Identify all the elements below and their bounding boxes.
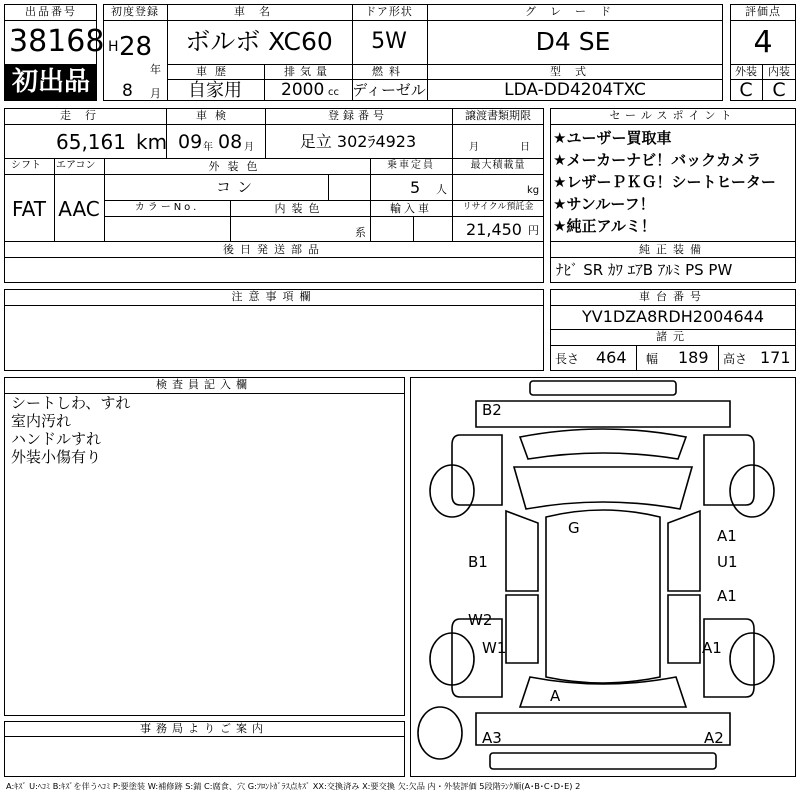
- fuel-value: ディーゼル: [352, 81, 426, 99]
- interior-color-suffix: 系: [355, 226, 366, 239]
- recycle-unit: 円: [528, 224, 539, 237]
- history-value: 自家用: [188, 80, 242, 101]
- history-label: 車歴: [196, 65, 234, 78]
- transfer-day-unit: 日: [520, 142, 530, 153]
- mark-w2: W2: [468, 611, 493, 629]
- sales-point: ★サンルーフ！: [553, 195, 655, 213]
- equipment-value: ﾅﾋﾞ SR ｶﾜ ｴｱB ｱﾙﾐ PS PW: [556, 261, 733, 279]
- displacement-value: 2000: [281, 80, 325, 100]
- mark-a1-rear: A1: [702, 639, 722, 657]
- sales-label: セールスポイント: [609, 109, 737, 122]
- fuel-label: 燃料: [372, 65, 406, 78]
- equipment-label: 純正装備: [639, 243, 707, 256]
- mark-w1: W1: [482, 639, 507, 657]
- plate-label: 登録番号: [328, 109, 388, 122]
- reg-month-unit: 月: [150, 87, 161, 100]
- ac-value: AAC: [58, 197, 100, 221]
- door-label: ドア形状: [365, 5, 413, 18]
- mileage-label: 走行: [60, 109, 110, 122]
- mileage-value: 65,161: [56, 130, 126, 154]
- mileage-unit: km: [136, 130, 168, 154]
- mark-b2: B2: [482, 401, 502, 419]
- legend-text: A:ｷｽﾞ U:ﾍｺﾐ B:ｷｽﾞを伴うﾍｺﾐ P:要塗装 W:補修跡 S:錆 C:腐食、穴 G:ﾌﾛﾝﾄｶﾞﾗｽ点ｷｽﾞ XX:交換済み X:要交換 欠:欠品 内・外装評価 5段階ﾗﾝｸ順(A･B･C･D･E) 2: [6, 781, 581, 791]
- mark-a2: A2: [704, 729, 724, 747]
- ac-label: エアコン: [56, 160, 96, 171]
- dims-label: 諸元: [656, 330, 690, 343]
- height-label: 高さ: [723, 352, 748, 366]
- sales-point: ★メーカーナビ！バックカメラ: [553, 151, 762, 169]
- color-no-label: カラーNo.: [134, 202, 200, 213]
- inspection-label: 車検: [196, 109, 234, 122]
- sales-point: ★レザーＰＫＧ！シートヒーター: [553, 173, 776, 191]
- interior-label: 内装: [768, 65, 790, 78]
- length-value: 464: [596, 348, 627, 367]
- seats-value: 5: [410, 178, 421, 197]
- color-label: 外装色: [208, 160, 266, 173]
- reg-month: 8: [122, 81, 133, 101]
- inspection-year: 09: [178, 131, 203, 153]
- chassis-label: 車台番号: [639, 290, 707, 303]
- interior-color-label: 内装色: [274, 202, 326, 215]
- inspector-label: 検査員記入欄: [156, 378, 252, 391]
- mark-u1: U1: [717, 553, 738, 571]
- inspection-month: 08: [218, 131, 243, 153]
- mark-g: G: [568, 519, 580, 537]
- shift-value: FAT: [11, 197, 47, 221]
- door-value: 5W: [371, 29, 407, 54]
- car-diagram: [410, 377, 796, 777]
- car-name: ボルボ XC60: [185, 27, 333, 56]
- reg-year-unit: 年: [150, 63, 161, 76]
- width-value: 189: [678, 348, 709, 367]
- score-label: 評価点: [745, 5, 781, 18]
- length-label: 長さ: [555, 352, 580, 366]
- later-parts-label: 後日発送部品: [223, 243, 325, 256]
- height-value: 171: [760, 348, 791, 367]
- reg-year: 28: [119, 32, 153, 62]
- sales-point: ★ユーザー買取車: [553, 129, 672, 147]
- grade-value: D4 SE: [535, 27, 611, 56]
- sales-point: ★純正アルミ！: [553, 217, 656, 235]
- name-label: 車名: [234, 5, 284, 18]
- inspector-line: シートしわ、すれ: [11, 394, 131, 412]
- color-value: コン: [215, 178, 259, 196]
- inspection-year-unit: 年: [203, 142, 213, 153]
- cc-unit: cc: [328, 87, 339, 98]
- exterior-label: 外装: [735, 65, 757, 78]
- mark-a-rear: A: [550, 687, 561, 705]
- exterior-grade: C: [739, 79, 753, 101]
- recycle-label: リサイクル預託金: [462, 202, 534, 212]
- inspector-line: 室内汚れ: [11, 412, 72, 430]
- office-label: 事務局よりご案内: [140, 722, 268, 735]
- mark-a1-mid: A1: [717, 587, 737, 605]
- width-label: 幅: [646, 352, 659, 366]
- score-value: 4: [753, 25, 773, 60]
- reg-label: 初度登録: [111, 5, 159, 18]
- era: H: [108, 39, 119, 55]
- transfer-month-unit: 月: [469, 142, 479, 153]
- load-unit: kg: [527, 185, 540, 196]
- import-label: 輸入車: [390, 202, 432, 215]
- grade-label: グレード: [525, 5, 625, 18]
- seats-label: 乗車定員: [387, 160, 435, 171]
- model-label: 型式: [550, 65, 600, 78]
- shift-label: シフト: [11, 160, 41, 171]
- mark-b1: B1: [468, 553, 488, 571]
- load-label: 最大積載量: [470, 160, 526, 171]
- inspector-line: ハンドルすれ: [11, 430, 102, 448]
- first-listing-text: 初出品: [11, 67, 91, 97]
- plate-value: 足立 302ﾗ4923: [299, 132, 417, 151]
- interior-grade: C: [772, 79, 786, 101]
- transfer-label: 譲渡書類期限: [465, 109, 531, 122]
- lot-label: 出品番号: [25, 5, 77, 18]
- mark-a3: A3: [482, 729, 502, 747]
- vin-value: YV1DZA8RDH2004644: [581, 307, 765, 326]
- mark-a1-front: A1: [717, 527, 737, 545]
- recycle-value: 21,450: [466, 220, 522, 239]
- inspection-month-unit: 月: [244, 142, 254, 153]
- model-value: LDA-DD4204TXC: [504, 80, 646, 100]
- seats-unit: 人: [436, 183, 447, 196]
- inspector-line: 外装小傷有り: [11, 448, 102, 466]
- lot-number: 38168: [9, 24, 105, 59]
- displacement-label: 排気量: [284, 65, 332, 78]
- notes-label: 注意事項欄: [231, 290, 317, 303]
